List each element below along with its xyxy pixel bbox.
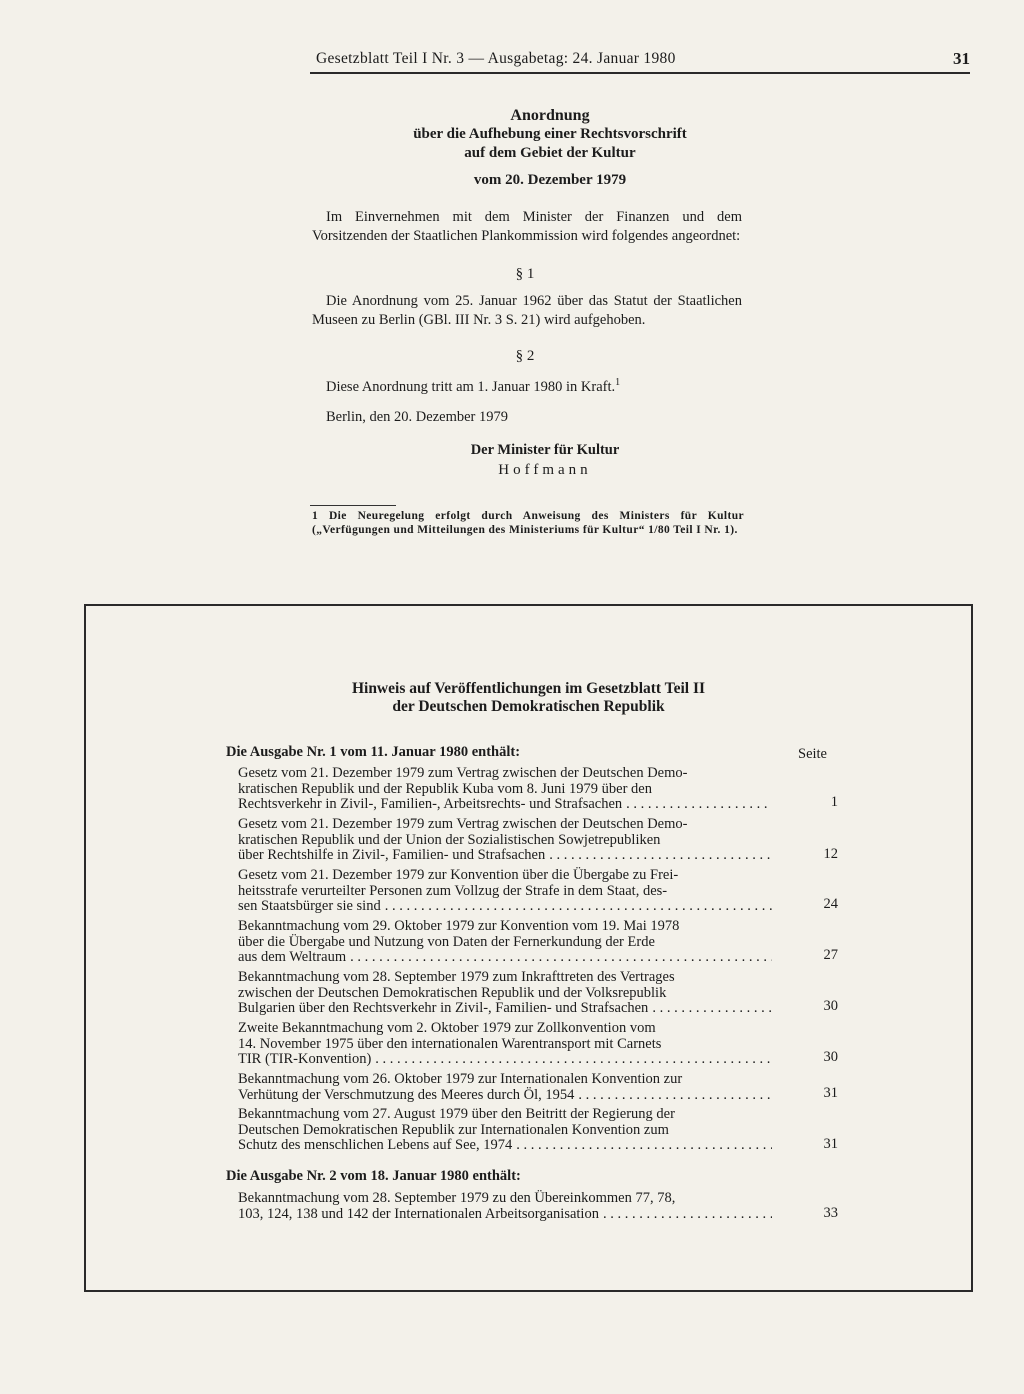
place-date-text: Berlin, den 20. Dezember 1979 (326, 409, 509, 425)
list-item (238, 766, 772, 813)
entry-page: 33 (823, 1205, 838, 1221)
footnote: 1 Die Neuregelung erfolgt durch Anweisung des Ministers für Kultur („Verfügungen und Mitteilungen des Ministeriums für Kultur“ 1/80 Teil I Nr. 1). (312, 510, 744, 536)
entry-page: 31 (823, 1085, 838, 1101)
list-item (238, 1191, 772, 1222)
entry-page: 30 (823, 998, 838, 1014)
entry-line: kratischen Republik und der Union der Sozialistischen Sowjetrepubliken (238, 831, 661, 848)
entry-line: Bekanntmachung vom 28. September 1979 zu den Übereinkommen 77, 78, (238, 1190, 676, 1206)
footnote-marker: 1 (615, 377, 621, 388)
issue-heading: Die Ausgabe Nr. 1 vom 11. Januar 1980 enthält: (226, 744, 521, 760)
list-item (238, 970, 772, 1017)
notice-title-line: der Deutschen Demokratischen Republik (392, 698, 665, 715)
decree-title-line: auf dem Gebiet der Kultur (464, 145, 636, 161)
list-item (238, 1072, 772, 1103)
preamble (312, 208, 742, 245)
decree-title (330, 106, 770, 163)
section-2 (312, 374, 742, 396)
signatory-title: Der Minister für Kultur (470, 442, 620, 458)
entry-line: Schutz des menschlichen Lebens auf See, 1974 (238, 1137, 513, 1153)
entry-line: zwischen der Deutschen Demokratischen Republik und der Volksrepublik (238, 984, 667, 1001)
section-2-heading: § 2 (515, 348, 535, 364)
list-item (238, 919, 772, 966)
page-column-label: Seite (798, 746, 827, 762)
entry-line: Bekanntmachung vom 29. Oktober 1979 zur Konvention vom 19. Mai 1978 (238, 918, 680, 934)
entry-line: 14. November 1975 über den internationalen Warentransport mit Carnets (238, 1035, 662, 1052)
entry-line: Gesetz vom 21. Dezember 1979 zum Vertrag zwischen der Deutschen Demo- (238, 816, 688, 832)
entry-line: heitsstrafe verurteilter Personen zum Vollzug der Strafe in dem Staat, des- (238, 882, 668, 899)
decree-title-line: Anordnung (510, 107, 590, 124)
entry-line: Gesetz vom 21. Dezember 1979 zur Konvention über die Übergabe zu Frei- (238, 867, 679, 883)
entry-page: 27 (823, 947, 838, 963)
list-item (238, 817, 772, 864)
entry-line: Bulgarien über den Rechtsverkehr in Zivil-, Familien- und Strafsachen (238, 1000, 649, 1016)
entry-line: Deutschen Demokratischen Republik zur Internationalen Konvention zum (238, 1121, 669, 1138)
entry-line: Verhütung der Verschmutzung des Meeres durch Öl, 1954 (238, 1086, 575, 1103)
entry-page: 24 (823, 896, 838, 912)
list-item (238, 1107, 772, 1154)
running-head: Gesetzblatt Teil I Nr. 3 — Ausgabetag: 24. Januar 1980 (316, 50, 676, 67)
entry-line: Bekanntmachung vom 27. August 1979 über den Beitritt der Regierung der (238, 1106, 675, 1122)
entry-line: über Rechtshilfe in Zivil-, Familien- und Strafsachen (238, 847, 546, 863)
section-1-heading: § 1 (515, 266, 535, 282)
decree-title-line: über die Aufhebung einer Rechtsvorschrift (413, 126, 687, 142)
entry-line: aus dem Weltraum (238, 949, 347, 965)
list-item (238, 1021, 772, 1068)
signatory-name: Hoffmann (498, 462, 592, 478)
entry-line: über die Übergabe und Nutzung von Daten der Fernerkundung der Erde (238, 933, 655, 950)
page-number: 31 (953, 49, 970, 68)
entry-page: 1 (830, 794, 838, 810)
place-date (312, 408, 742, 427)
entry-line: 103, 124, 138 und 142 der Internationalen Arbeitsorganisation (238, 1205, 599, 1222)
issue-heading: Die Ausgabe Nr. 2 vom 18. Januar 1980 enthält: (226, 1168, 521, 1184)
preamble-text: Im Einvernehmen mit dem Minister der Finanzen und dem Vorsitzenden der Staatlichen Plankommission wird folgendes angeordnet: (312, 209, 742, 244)
entry-page: 12 (823, 846, 838, 862)
notice-title-line: Hinweis auf Veröffentlichungen im Gesetzblatt Teil II (351, 680, 706, 697)
notice-title (86, 680, 971, 716)
section-2-text: Diese Anordnung tritt am 1. Januar 1980 in Kraft. (326, 378, 616, 395)
entry-line: Zweite Bekanntmachung vom 2. Oktober 1979 zur Zollkonvention vom (238, 1020, 656, 1036)
section-1-text: Die Anordnung vom 25. Januar 1962 über das Statut der Staatlichen Museen zu Berlin (GBl. III Nr. 3 S. 21) wird aufgehoben. (312, 293, 742, 328)
page-header (310, 48, 970, 74)
entry-line: Bekanntmachung vom 26. Oktober 1979 zur Internationalen Konvention zur (238, 1071, 683, 1087)
section-1 (312, 292, 742, 329)
entry-page: 31 (823, 1136, 838, 1152)
list-item (238, 868, 772, 915)
entry-line: Rechtsverkehr in Zivil-, Familien-, Arbeitsrechts- und Strafsachen (238, 796, 623, 812)
footnote-rule (310, 505, 396, 506)
publication-notice-box (84, 604, 973, 1292)
entry-line: sen Staatsbürger sie sind (238, 898, 381, 914)
entry-line: Gesetz vom 21. Dezember 1979 zum Vertrag zwischen der Deutschen Demo- (238, 765, 688, 781)
decree-date: vom 20. Dezember 1979 (473, 172, 627, 188)
entry-page: 30 (823, 1049, 838, 1065)
entry-line: kratischen Republik und der Republik Kuba vom 8. Juni 1979 über den (238, 780, 652, 797)
entry-line: TIR (TIR-Konvention) (238, 1051, 372, 1067)
entry-line: Bekanntmachung vom 28. September 1979 zum Inkrafttreten des Vertrages (238, 969, 675, 985)
